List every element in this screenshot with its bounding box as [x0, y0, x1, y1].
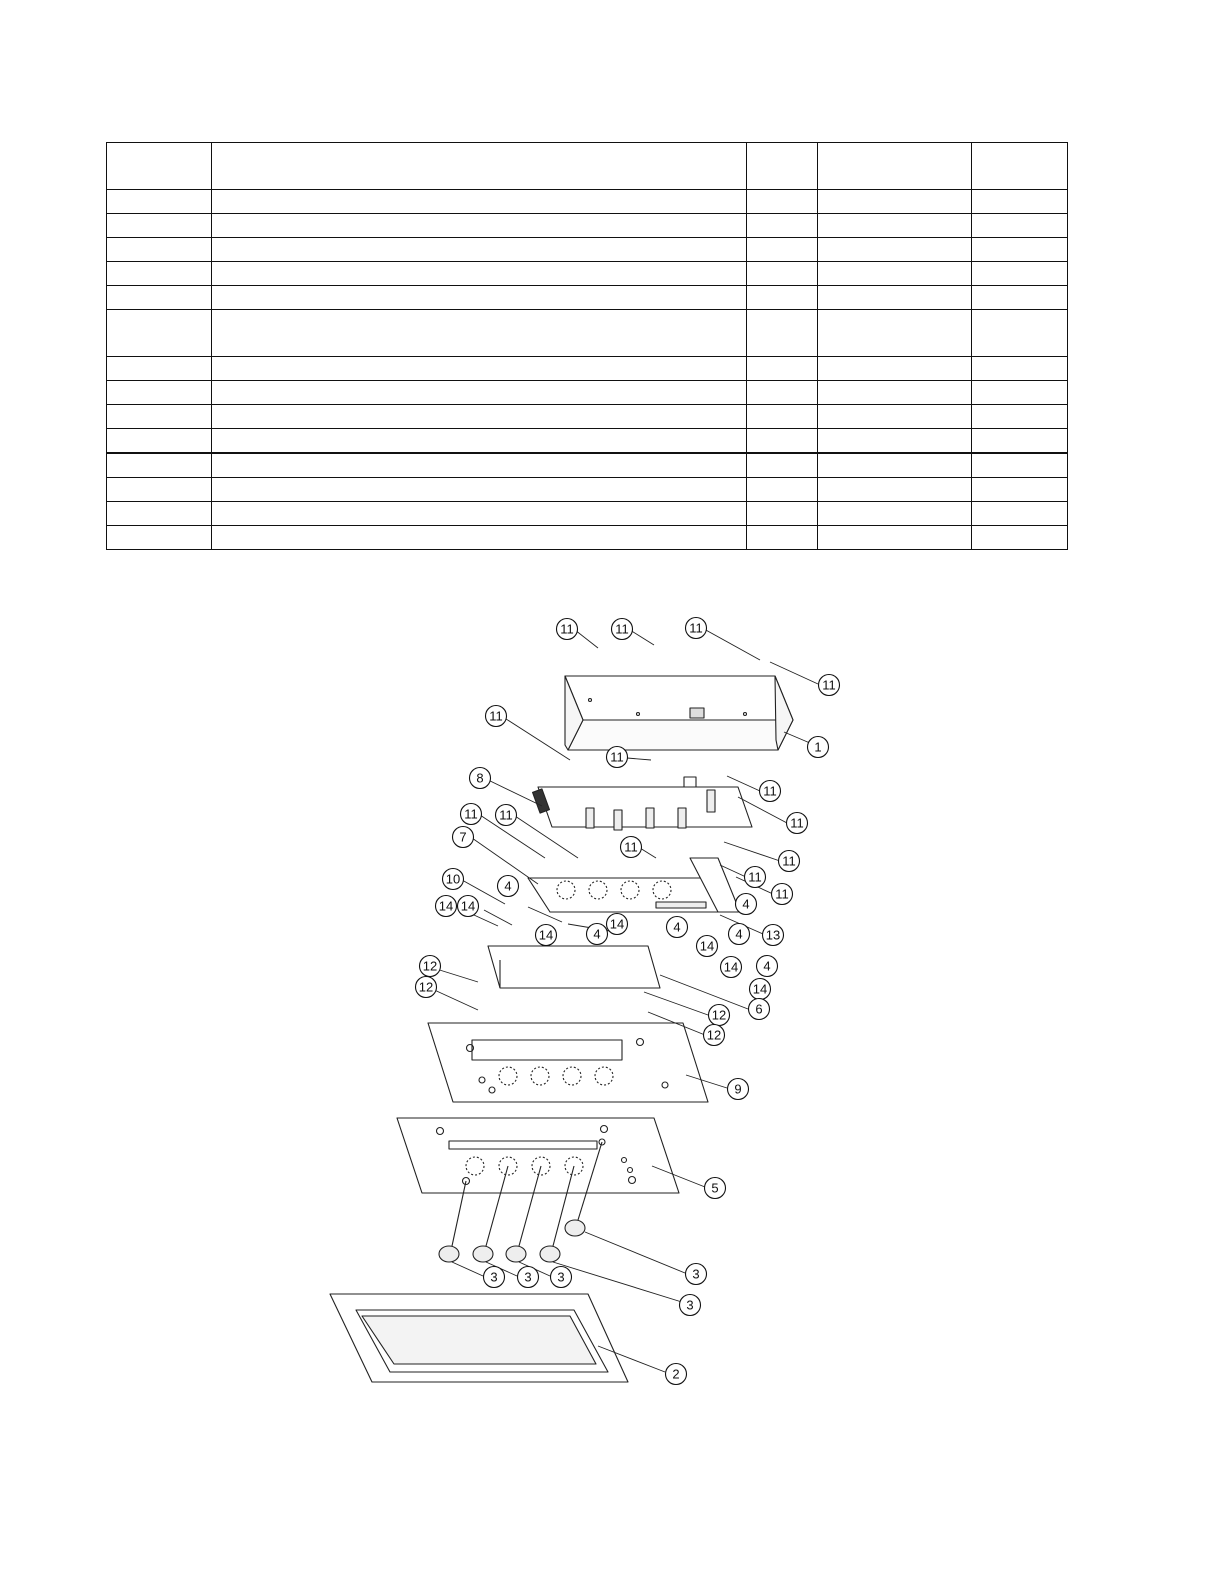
callout-label: 11 [499, 807, 513, 823]
parts-list-body [107, 143, 1068, 550]
callout-label: 11 [489, 708, 503, 724]
callout-3 [551, 1267, 572, 1288]
callout-label: 14 [460, 898, 476, 914]
callout-8 [470, 768, 491, 789]
table-row [107, 310, 1068, 357]
callout-label: 12 [706, 1027, 722, 1043]
callout-label: 14 [699, 938, 715, 954]
callout-label: 1 [814, 739, 822, 755]
callout-label: 4 [593, 926, 601, 942]
callout-11 [772, 884, 793, 905]
header-cell-part-number [818, 143, 972, 190]
table-cell [972, 214, 1068, 238]
table-cell [972, 478, 1068, 502]
callout-14 [436, 896, 457, 917]
table-cell [972, 238, 1068, 262]
table-cell [818, 478, 972, 502]
table-cell [818, 190, 972, 214]
callout-label: 3 [686, 1297, 694, 1313]
callout-10 [443, 869, 464, 890]
table-cell [107, 357, 212, 381]
table-cell [747, 429, 818, 454]
table-cell [747, 262, 818, 286]
table-cell [107, 310, 212, 357]
callout-label: 11 [560, 621, 574, 637]
part-main-board [533, 777, 752, 830]
table-row [107, 238, 1068, 262]
table-cell [212, 310, 747, 357]
table-cell [818, 381, 972, 405]
callout-11 [486, 706, 507, 727]
callout-12 [416, 977, 437, 998]
callout-label: 3 [557, 1269, 565, 1285]
table-cell [212, 478, 747, 502]
table-cell [212, 502, 747, 526]
table-cell [972, 405, 1068, 429]
callout-label: 11 [748, 869, 762, 885]
table-cell [818, 526, 972, 550]
callout-3 [680, 1295, 701, 1316]
table-row [107, 526, 1068, 550]
callout-label: 7 [459, 829, 467, 845]
callout-label: 4 [742, 896, 750, 912]
callout-4 [757, 956, 778, 977]
table-row [107, 502, 1068, 526]
table-cell [212, 429, 747, 454]
callout-label: 12 [422, 958, 438, 974]
callout-label: 11 [822, 677, 836, 693]
callout-14 [458, 896, 479, 917]
callout-label: 4 [763, 958, 771, 974]
parts-list-table [106, 142, 1068, 550]
header-cell-item [107, 143, 212, 190]
table-cell [818, 310, 972, 357]
table-header-row [107, 143, 1068, 190]
table-cell [818, 214, 972, 238]
callout-label: 8 [476, 770, 484, 786]
header-cell-extra [972, 143, 1068, 190]
table-row [107, 286, 1068, 310]
callout-14 [536, 925, 557, 946]
callout-11 [686, 618, 707, 639]
table-cell [107, 286, 212, 310]
callout-label: 9 [734, 1081, 742, 1097]
callout-3 [518, 1267, 539, 1288]
callout-1 [808, 737, 829, 758]
table-cell [747, 238, 818, 262]
table-row [107, 405, 1068, 429]
table-cell [212, 214, 747, 238]
callout-14 [750, 979, 771, 1000]
callout-9 [728, 1079, 749, 1100]
table-cell [747, 502, 818, 526]
callout-label: 10 [445, 871, 461, 887]
callout-6 [749, 999, 770, 1020]
callout-11 [819, 675, 840, 696]
table-cell [107, 526, 212, 550]
callout-label: 11 [790, 815, 804, 831]
callout-11 [745, 867, 766, 888]
table-cell [972, 429, 1068, 454]
table-cell [747, 357, 818, 381]
table-cell [818, 357, 972, 381]
table-cell [972, 286, 1068, 310]
callout-label: 14 [438, 898, 454, 914]
callout-12 [709, 1005, 730, 1026]
callout-label: 11 [615, 621, 629, 637]
table-cell [107, 262, 212, 286]
header-cell-description [212, 143, 747, 190]
table-cell [107, 478, 212, 502]
callout-label: 6 [755, 1001, 763, 1017]
header-cell-qty [747, 143, 818, 190]
table-cell [818, 238, 972, 262]
table-row [107, 214, 1068, 238]
table-cell [747, 526, 818, 550]
callout-label: 4 [504, 878, 512, 894]
callout-12 [704, 1025, 725, 1046]
table-row [107, 381, 1068, 405]
table-cell [818, 502, 972, 526]
table-cell [212, 286, 747, 310]
callout-3 [484, 1267, 505, 1288]
table-cell [818, 429, 972, 454]
callout-label: 4 [735, 926, 743, 942]
callout-11 [760, 781, 781, 802]
callout-label: 11 [464, 806, 478, 822]
table-cell [747, 381, 818, 405]
callout-4 [736, 894, 757, 915]
callout-11 [557, 619, 578, 640]
callout-label: 14 [609, 916, 625, 932]
exploded-assembly-diagram [300, 600, 880, 1400]
table-cell [972, 262, 1068, 286]
callout-14 [721, 957, 742, 978]
table-cell [107, 453, 212, 478]
table-cell [107, 502, 212, 526]
table-cell [818, 286, 972, 310]
table-cell [972, 190, 1068, 214]
callout-label: 11 [775, 886, 789, 902]
callout-label: 14 [538, 927, 554, 943]
table-cell [747, 453, 818, 478]
callout-label: 2 [672, 1366, 680, 1382]
table-cell [212, 453, 747, 478]
callout-label: 3 [490, 1269, 498, 1285]
callout-label: 14 [723, 959, 739, 975]
table-cell [972, 453, 1068, 478]
table-cell [212, 381, 747, 405]
table-cell [107, 405, 212, 429]
callout-label: 12 [418, 979, 434, 995]
table-cell [212, 526, 747, 550]
part-overlay-panel [397, 1118, 679, 1193]
table-cell [107, 190, 212, 214]
table-cell [972, 357, 1068, 381]
callout-14 [697, 936, 718, 957]
table-row [107, 429, 1068, 454]
callout-12 [420, 956, 441, 977]
table-cell [818, 453, 972, 478]
table-cell [747, 286, 818, 310]
callout-label: 14 [752, 981, 768, 997]
callout-7 [453, 827, 474, 848]
table-cell [107, 381, 212, 405]
table-cell [212, 238, 747, 262]
callout-2 [666, 1364, 687, 1385]
callout-11 [787, 813, 808, 834]
table-cell [747, 214, 818, 238]
table-row [107, 453, 1068, 478]
callout-label: 11 [763, 783, 777, 799]
callout-label: 11 [782, 853, 796, 869]
callout-11 [496, 805, 517, 826]
table-row [107, 357, 1068, 381]
callout-label: 11 [610, 749, 624, 765]
table-cell [972, 502, 1068, 526]
part-bezel [330, 1294, 628, 1382]
callout-14 [607, 914, 628, 935]
table-row [107, 262, 1068, 286]
callout-11 [612, 619, 633, 640]
table-cell [818, 262, 972, 286]
table-cell [972, 381, 1068, 405]
table-row [107, 478, 1068, 502]
callout-11 [461, 804, 482, 825]
callout-label: 12 [711, 1007, 727, 1023]
callout-3 [686, 1264, 707, 1285]
callout-4 [498, 876, 519, 897]
part-front-chassis [428, 1023, 708, 1102]
table-cell [107, 238, 212, 262]
table-cell [212, 190, 747, 214]
table-cell [107, 429, 212, 454]
callout-4 [667, 917, 688, 938]
part-lcd-bracket [488, 946, 660, 988]
table-cell [747, 190, 818, 214]
table-cell [212, 262, 747, 286]
callout-11 [607, 747, 628, 768]
table-cell [747, 478, 818, 502]
callout-11 [779, 851, 800, 872]
table-cell [818, 405, 972, 429]
table-cell [972, 310, 1068, 357]
callout-13 [763, 925, 784, 946]
callout-label: 4 [673, 919, 681, 935]
table-cell [212, 357, 747, 381]
table-cell [107, 214, 212, 238]
callout-11 [621, 837, 642, 858]
part-display-board [528, 858, 740, 912]
table-cell [747, 405, 818, 429]
callout-label: 13 [765, 927, 781, 943]
callout-label: 3 [692, 1266, 700, 1282]
table-cell [972, 526, 1068, 550]
table-row [107, 190, 1068, 214]
table-cell [747, 310, 818, 357]
callout-4 [587, 924, 608, 945]
table-cell [212, 405, 747, 429]
callout-label: 3 [524, 1269, 532, 1285]
callout-5 [705, 1178, 726, 1199]
callout-label: 5 [711, 1180, 719, 1196]
callout-4 [729, 924, 750, 945]
callout-label: 11 [689, 620, 703, 636]
callout-label: 11 [624, 839, 638, 855]
part-top-cover [565, 676, 793, 750]
